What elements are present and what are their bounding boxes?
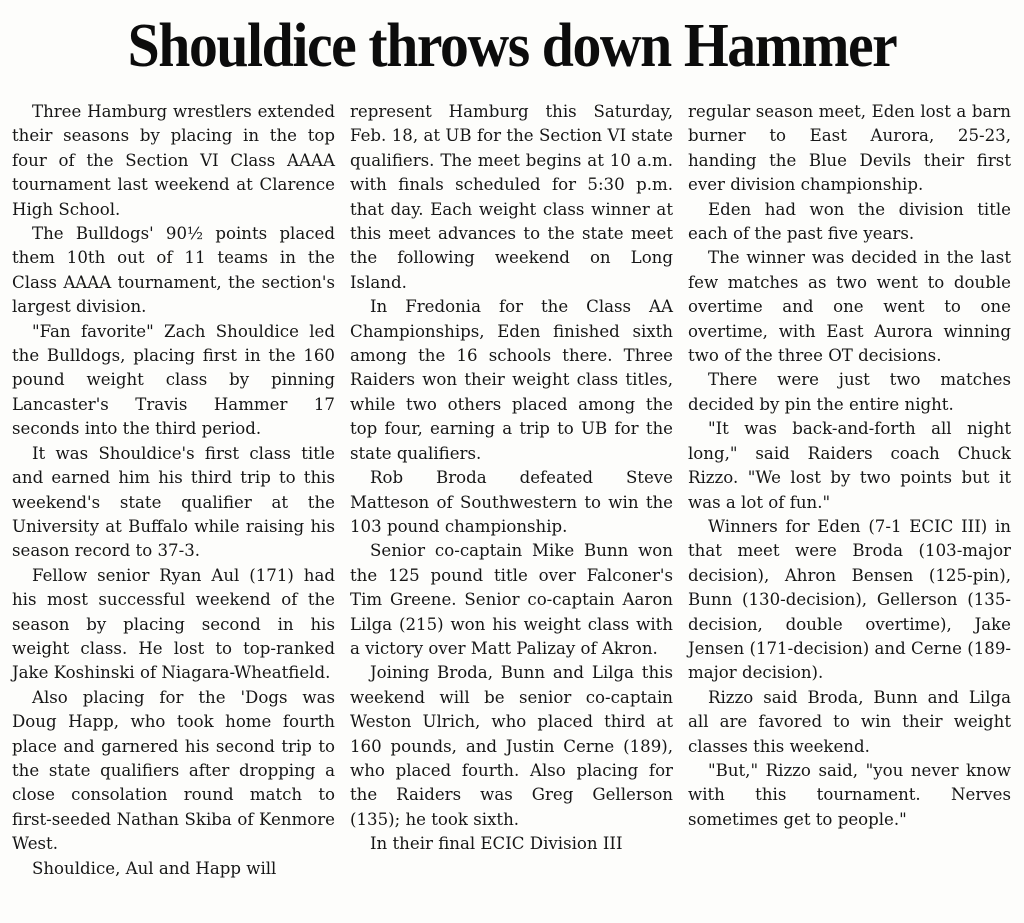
- paragraph: The winner was decided in the last few matches as two went to double overtime and one went to one overtime, with East Aurora winning two of the three OT decisions.: [688, 248, 1011, 366]
- paragraph: Winners for Eden (7-1 ECIC III) in that meet were Broda (103-major decision), Ahron Bensen (125-pin), Bunn (130-decision), Gellerson (135-decision, double overtime), Jake Jensen (171-decision) and Cerne (189-major decision).: [688, 516, 1011, 683]
- paragraph: In their final ECIC Division III: [370, 834, 623, 854]
- paragraph: In Fredonia for the Class AA Championships, Eden finished sixth among the 16 schools there. Three Raiders won their weight class titles, while two others placed among the top four, earning a trip to UB for the state qualifiers.: [350, 297, 673, 463]
- paragraph: Shouldice, Aul and Happ will: [32, 858, 277, 878]
- paragraph: regular season meet, Eden lost a barn burner to East Aurora, 25-23, handing the Blue Devils their first ever division championship.: [688, 102, 1011, 195]
- headline: Shouldice throws down Hammer: [127, 12, 897, 80]
- paragraph: The Bulldogs' 90½ points placed them 10th out of 11 teams in the Class AAAA tournament, the section's largest division.: [12, 224, 335, 317]
- paragraph: There were just two matches decided by pin the entire night.: [688, 370, 1011, 414]
- article-column-1: [12, 100, 335, 881]
- paragraph: Rizzo said Broda, Bunn and Lilga all are favored to win their weight classes this weekend.: [688, 687, 1011, 756]
- paragraph: "But," Rizzo said, "you never know with this tournament. Nerves sometimes get to people.": [688, 760, 1011, 829]
- article-column-2: [350, 100, 673, 857]
- paragraph: Senior co-captain Mike Bunn won the 125 pound title over Falconer's Tim Greene. Senior co-captain Aaron Lilga (215) won his weight class with a victory over Matt Palizay of Akron.: [350, 541, 673, 658]
- paragraph: Three Hamburg wrestlers extended their seasons by placing in the top four of the Section VI Class AAAA tournament last weekend at Clarence High School.: [12, 102, 335, 219]
- paragraph: Eden had won the division title each of the past five years.: [688, 199, 1011, 244]
- article-column-3: [688, 100, 1011, 832]
- paragraph: Rob Broda defeated Steve Matteson of Southwestern to win the 103 pound championship.: [350, 468, 673, 536]
- paragraph: "It was back-and-forth all night long," said Raiders coach Chuck Rizzo. "We lost by two points but it was a lot of fun.": [688, 419, 1011, 512]
- paragraph: It was Shouldice's first class title and earned him his third trip to this weekend's state qualifier at the University at Buffalo while raising his season record to 37-3.: [12, 443, 335, 561]
- paragraph: "Fan favorite" Zach Shouldice led the Bulldogs, placing first in the 160 pound weight class by pinning Lancaster's Travis Hammer 17 seconds into the third period.: [12, 321, 335, 439]
- paragraph: Also placing for the 'Dogs was Doug Happ, who took home fourth place and garnered his second trip to the state qualifiers after dropping a close consolation round match to first-seeded Nathan Skiba of Kenmore West.: [12, 687, 335, 854]
- paragraph: Fellow senior Ryan Aul (171) had his most successful weekend of the season by placing second in his weight class. He lost to top-ranked Jake Koshinski of Niagara-Wheatfield.: [12, 565, 335, 683]
- paragraph: Joining Broda, Bunn and Lilga this weekend will be senior co-captain Weston Ulrich, who placed third at 160 pounds, and Justin Cerne (189), who placed fourth. Also placing for the Raiders was Greg Gellerson (135); he took sixth.: [350, 663, 673, 829]
- paragraph: represent Hamburg this Saturday, Feb. 18, at UB for the Section VI state qualifiers. The meet begins at 10 a.m. with finals scheduled for 5:30 p.m. that day. Each weight class winner at this meet advances to the state meet the following weekend on Long Island.: [350, 102, 673, 292]
